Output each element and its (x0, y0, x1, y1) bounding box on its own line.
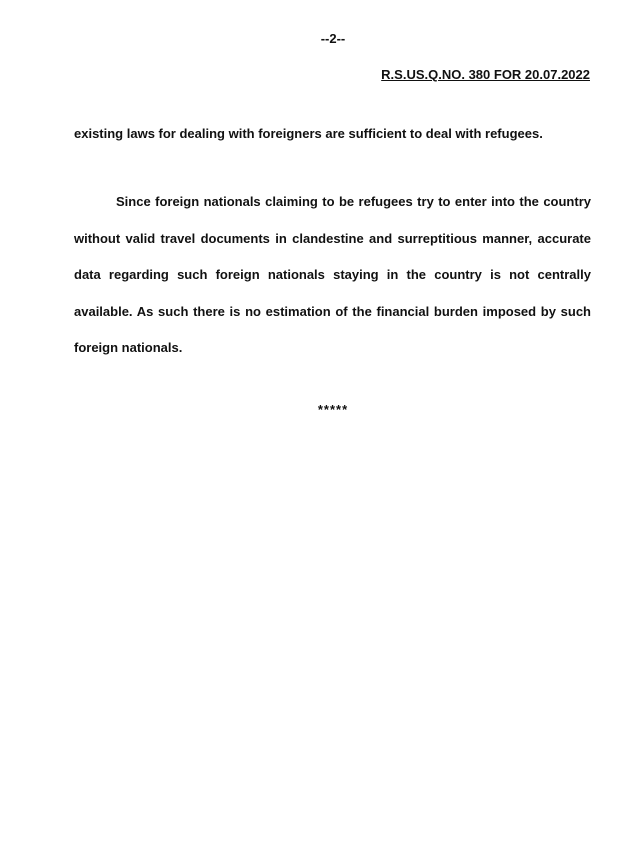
end-of-answer-mark: ***** (317, 402, 349, 417)
paragraph-data-availability: Since foreign nationals claiming to be refugees try to enter into the country without valid travel documents in clandestine and surreptitious manner, accurate data regarding such foreign nationals staying in the country is not centrally available. As such there is no estimation of the financial burden imposed by such foreign nationals. (74, 194, 591, 355)
page-number: --2-- (320, 31, 346, 46)
paragraph-continuation: existing laws for dealing with foreigners are sufficient to deal with refugees. (74, 126, 543, 141)
question-reference: R.S.US.Q.NO. 380 FOR 20.07.2022 (381, 67, 590, 82)
